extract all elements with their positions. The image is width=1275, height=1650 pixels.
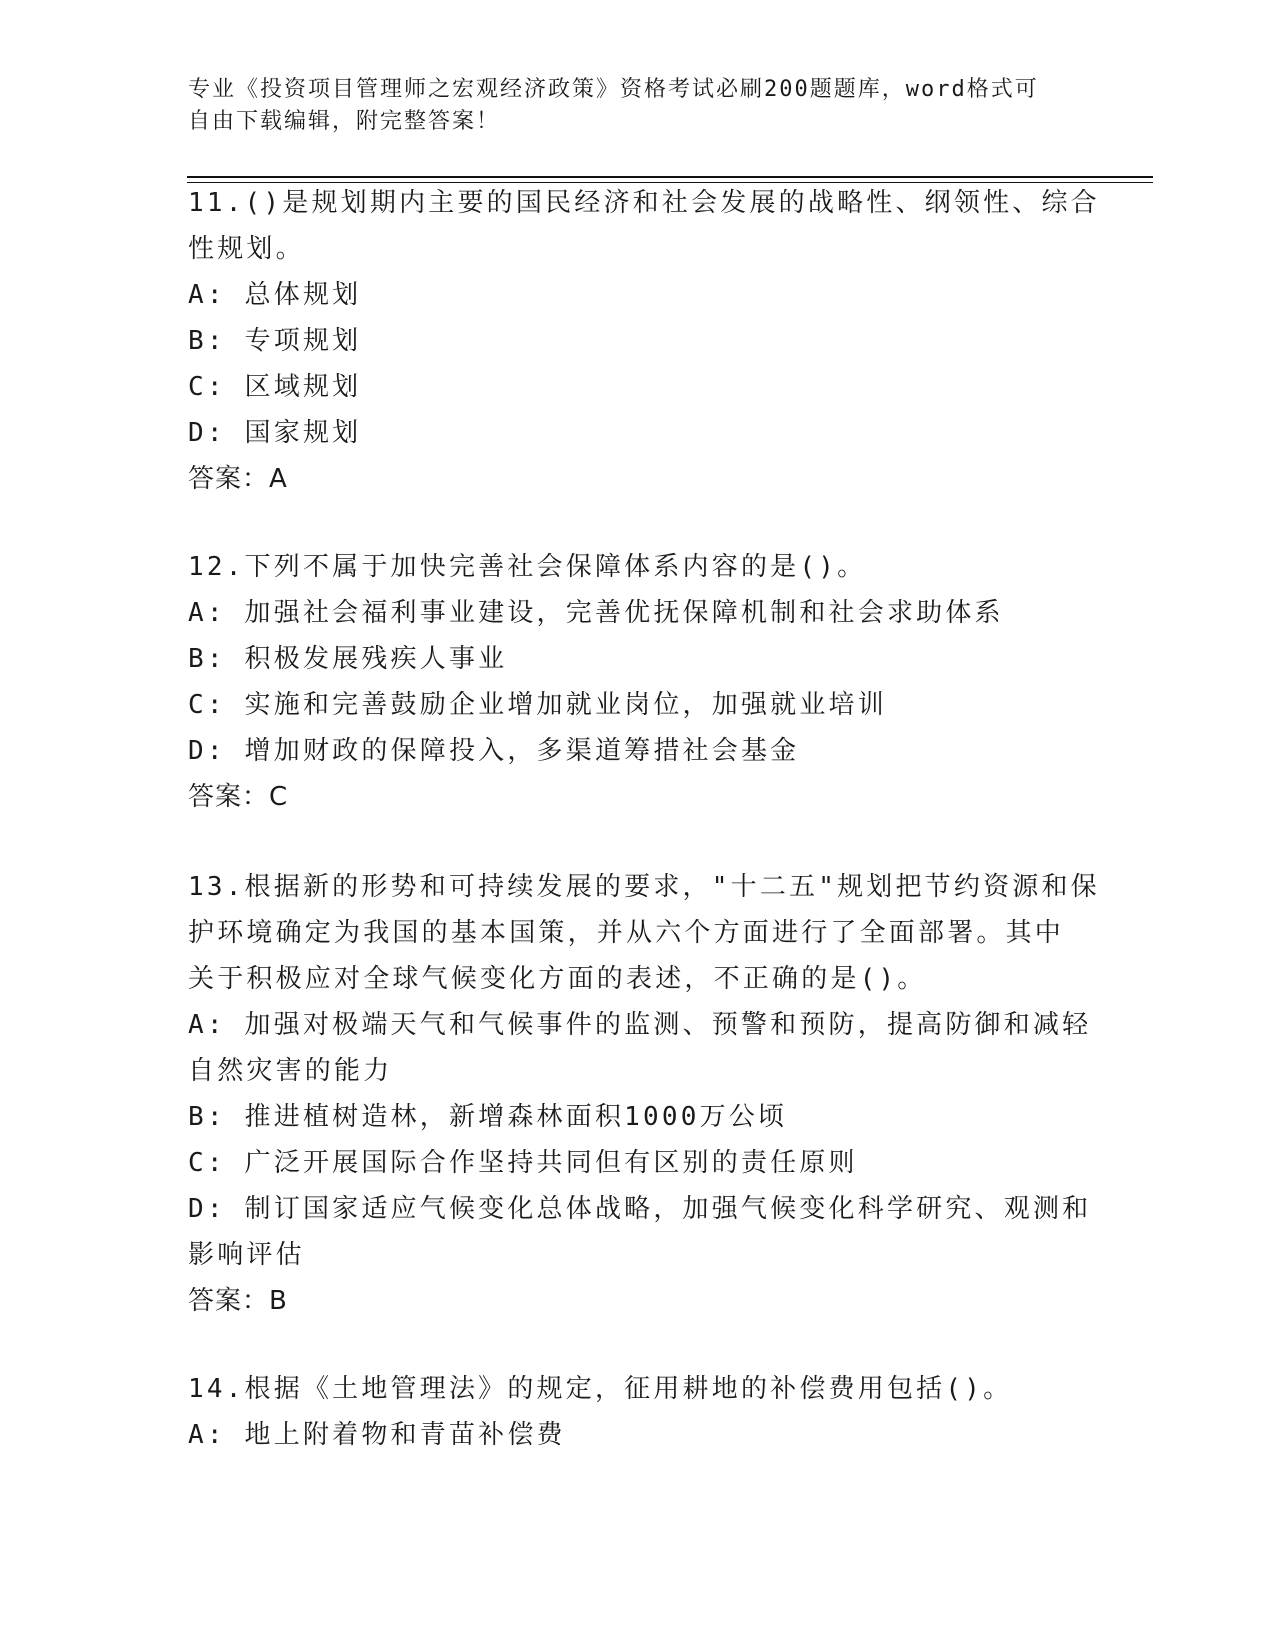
option-d: D: 增加财政的保障投入，多渠道筹措社会基金 [188, 736, 800, 766]
question-14 [188, 1366, 1088, 1458]
question-stem-line: 护环境确定为我国的基本国策，并从六个方面进行了全面部署。其中 [188, 918, 1065, 948]
option-b: B: 推进植树造林，新增森林面积1000万公顷 [188, 1102, 788, 1132]
answer-label: 答案：C [188, 782, 289, 812]
question-12 [188, 544, 1088, 820]
option-b: B: 专项规划 [188, 326, 362, 356]
option-c: C: 实施和完善鼓励企业增加就业岗位，加强就业培训 [188, 690, 887, 720]
document-header [188, 74, 1068, 138]
header-line-2: 自由下载编辑，附完整答案！ [188, 109, 501, 134]
option-b: B: 积极发展残疾人事业 [188, 644, 508, 674]
question-stem-line: 性规划。 [188, 234, 305, 264]
option-c: C: 区域规划 [188, 372, 362, 402]
option-a: A: 总体规划 [188, 280, 362, 310]
option-a: A: 加强社会福利事业建设，完善优抚保障机制和社会求助体系 [188, 598, 1004, 628]
question-stem-line: 13.根据新的形势和可持续发展的要求，"十二五"规划把节约资源和保 [188, 872, 1100, 902]
option-d-continued: 影响评估 [188, 1240, 305, 1270]
answer-label: 答案：A [188, 464, 288, 494]
header-line-1: 专业《投资项目管理师之宏观经济政策》资格考试必刷200题题库，word格式可 [188, 77, 1039, 102]
header-divider [187, 176, 1153, 178]
option-a: A: 地上附着物和青苗补偿费 [188, 1420, 566, 1450]
question-11 [188, 180, 1100, 502]
option-d: D: 制订国家适应气候变化总体战略，加强气候变化科学研究、观测和 [188, 1194, 1092, 1224]
option-d: D: 国家规划 [188, 418, 362, 448]
question-stem-line: 12.下列不属于加快完善社会保障体系内容的是()。 [188, 552, 867, 582]
question-stem-line: 11.()是规划期内主要的国民经济和社会发展的战略性、纲领性、综合 [188, 188, 1100, 218]
option-a: A: 加强对极端天气和气候事件的监测、预警和预防，提高防御和减轻 [188, 1010, 1092, 1040]
answer-label: 答案：B [188, 1286, 288, 1316]
question-13 [188, 864, 1100, 1324]
question-stem-line: 关于积极应对全球气候变化方面的表述，不正确的是()。 [188, 964, 927, 994]
option-a-continued: 自然灾害的能力 [188, 1056, 393, 1086]
question-stem-line: 14.根据《土地管理法》的规定，征用耕地的补偿费用包括()。 [188, 1374, 1013, 1404]
option-c: C: 广泛开展国际合作坚持共同但有区别的责任原则 [188, 1148, 858, 1178]
